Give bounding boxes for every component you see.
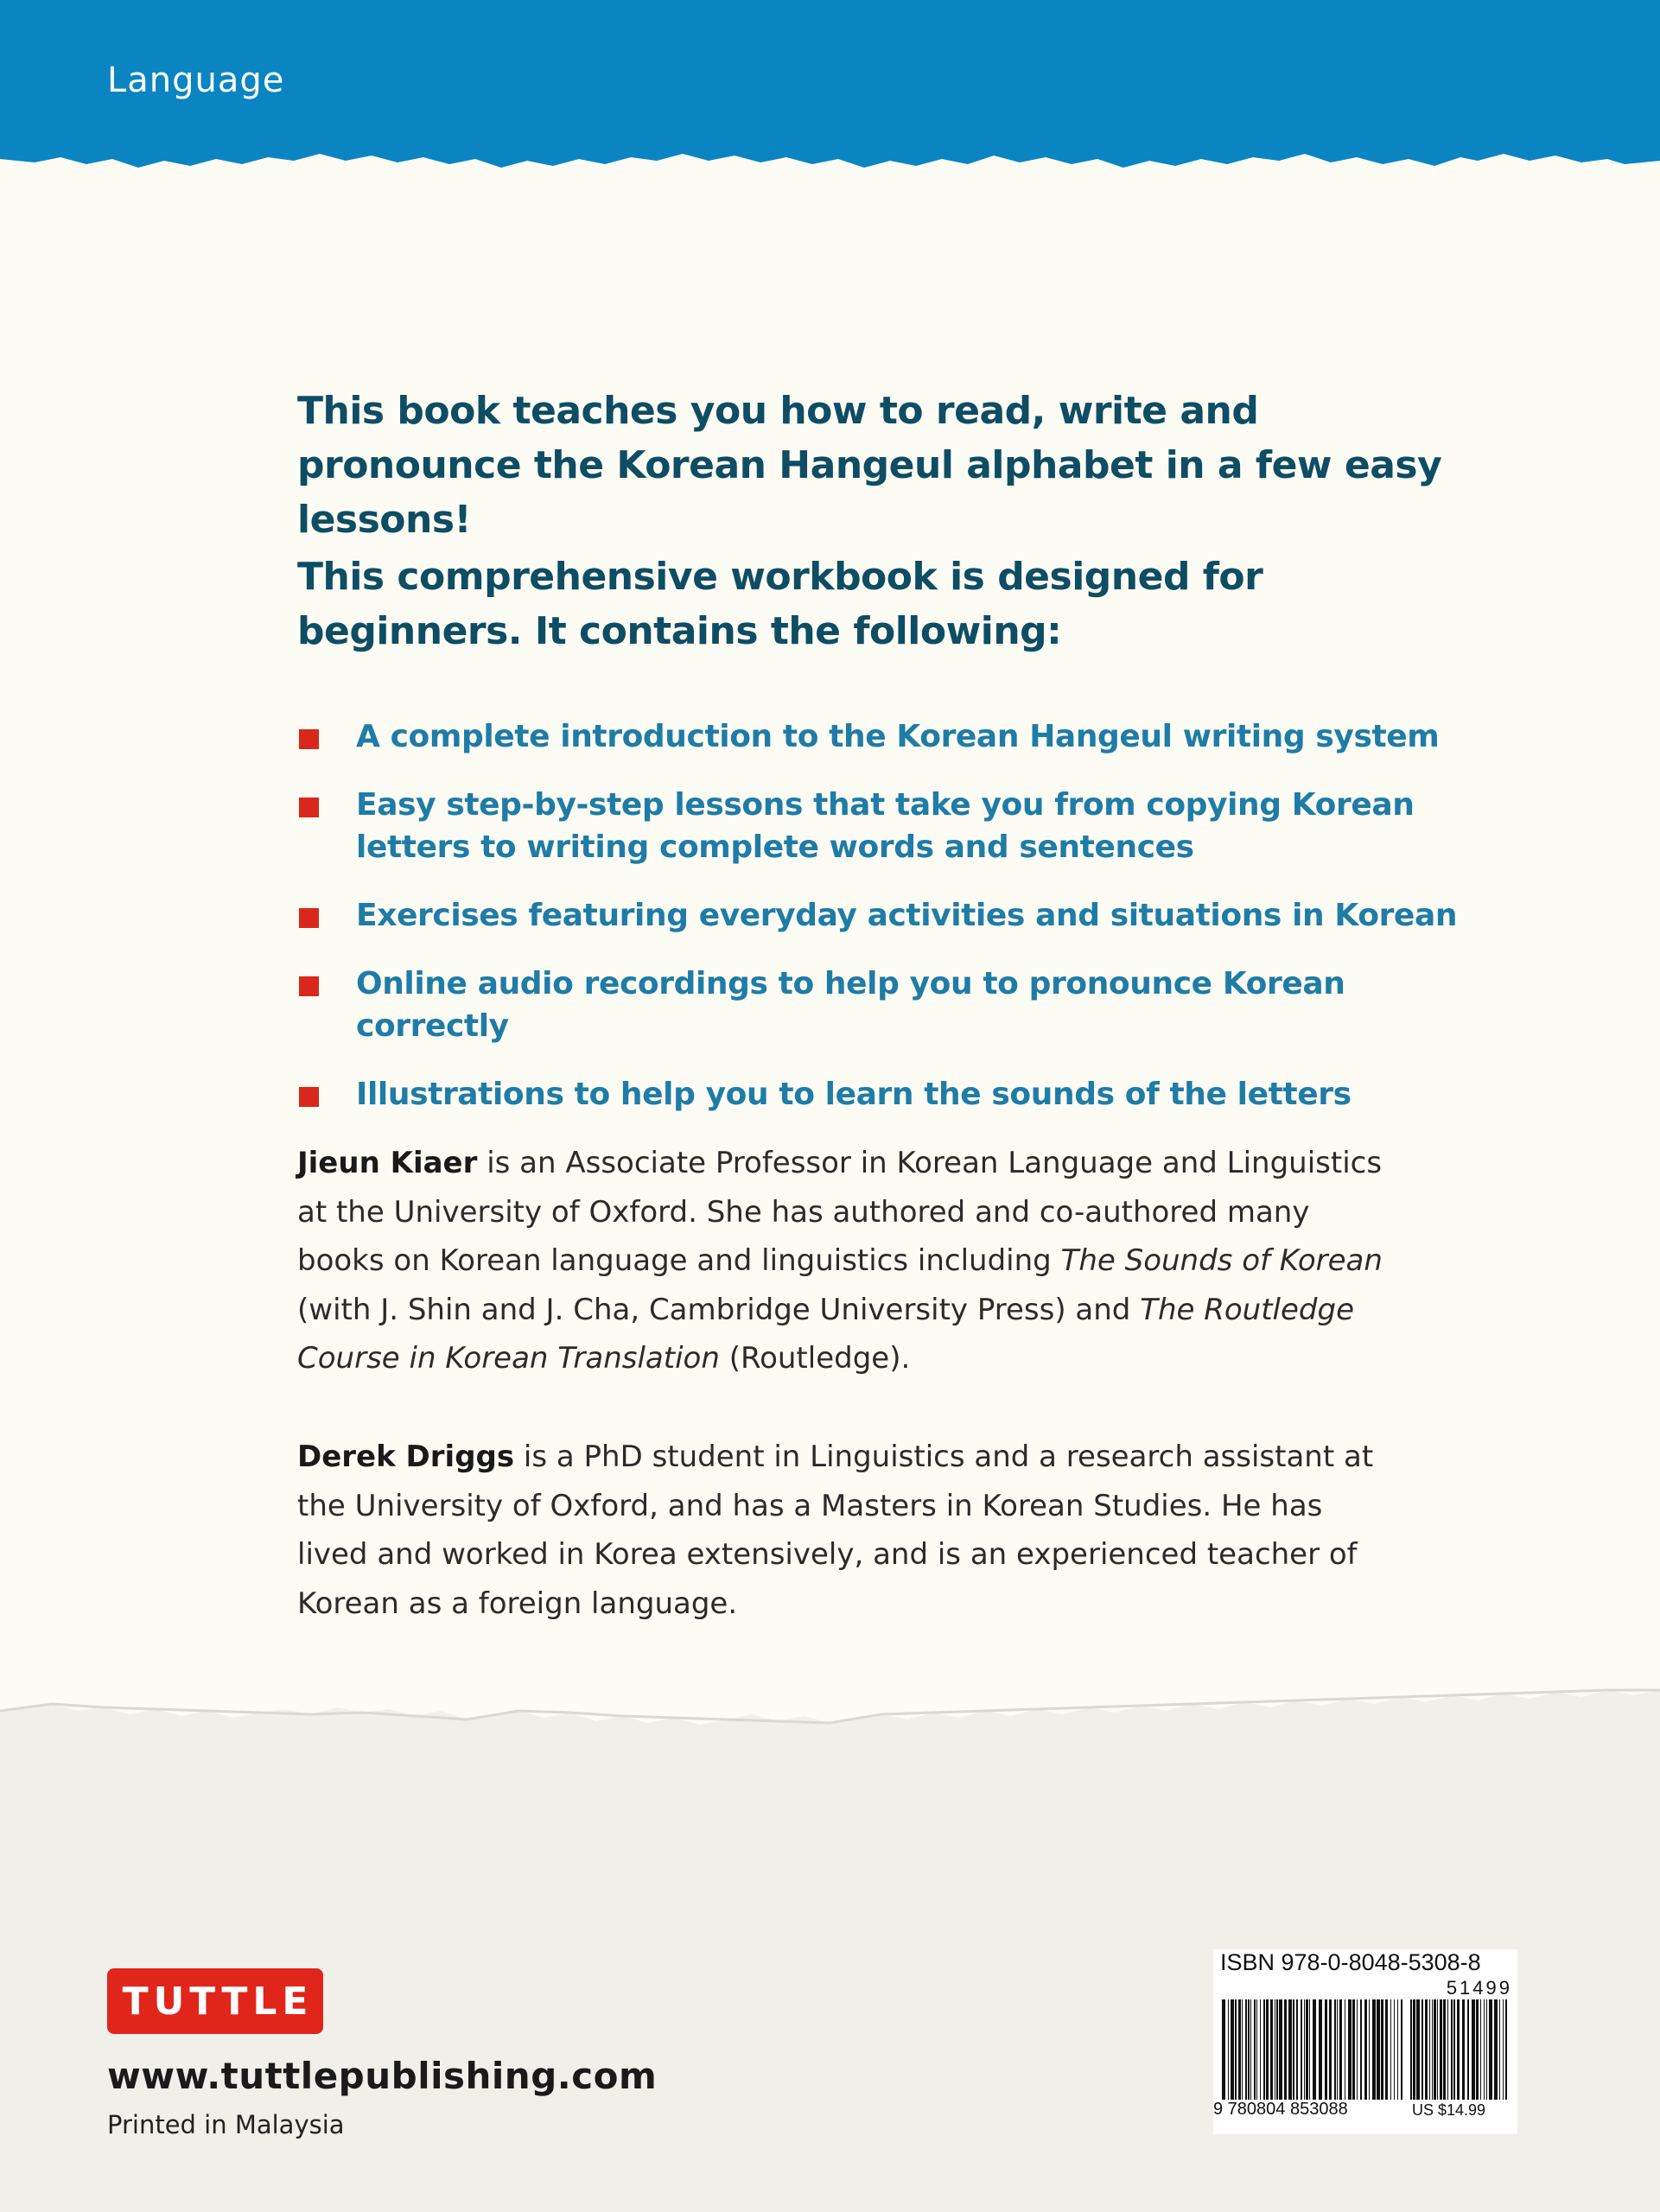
book-title: The Sounds of Korean <box>1060 1243 1383 1278</box>
list-item <box>297 1073 1507 1116</box>
barcode-bar <box>1503 1999 1504 2100</box>
barcode-bar <box>1457 1999 1460 2100</box>
red-square-bullet-icon <box>299 908 319 928</box>
barcode-bar <box>1385 1999 1388 2100</box>
barcode-bar <box>1377 1999 1380 2100</box>
category-label: Language <box>107 60 285 100</box>
barcode-bar <box>1467 1999 1469 2100</box>
barcode-bar <box>1432 1999 1433 2100</box>
barcode-bar <box>1360 1999 1362 2100</box>
barcode-bar <box>1484 1999 1485 2100</box>
barcode-bar <box>1447 1999 1448 2100</box>
barcode-bar <box>1222 1999 1225 2100</box>
barcode-bar <box>1337 1999 1338 2100</box>
barcode-bar <box>1245 1999 1247 2100</box>
tuttle-logo: TUTTLE <box>107 1968 323 2034</box>
barcode-bar <box>1248 1999 1250 2100</box>
barcode-bar <box>1238 1999 1241 2100</box>
author-name: Derek Driggs <box>297 1440 515 1474</box>
feature-list <box>297 715 1507 1141</box>
barcode-bar <box>1357 1999 1358 2100</box>
feature-text: Easy step-by-step lessons that take you from copying Korean letters to writing complete words and sentences <box>356 787 1415 865</box>
barcode-bar <box>1416 1999 1420 2100</box>
barcode-bar <box>1228 1999 1229 2100</box>
barcode-bar <box>1369 1999 1370 2100</box>
barcode-bar <box>1413 1999 1415 2100</box>
barcode-bar <box>1480 1999 1481 2100</box>
barcode-bar <box>1472 1999 1475 2100</box>
price-label: US $14.99 <box>1412 2101 1486 2119</box>
barcode-bar <box>1364 1999 1367 2100</box>
barcode-bar <box>1276 1999 1278 2100</box>
bio-text: is a PhD student in Linguistics and a research assistant at the University of Oxford, and has a Masters in Korean Studies. He has lived and worked in Korea extensively, and is an experienced teacher of Korean as a foreign language. <box>297 1440 1374 1621</box>
book-title: The Routledge Course in Korean Translation <box>297 1292 1354 1376</box>
barcode-bar <box>1440 1999 1442 2100</box>
barcode-bar <box>1425 1999 1428 2100</box>
barcode-bar <box>1266 1999 1269 2100</box>
author-bio-kiaer <box>297 1139 1386 1383</box>
barcode-bar <box>1505 1999 1507 2100</box>
publisher-url[interactable]: www.tuttlepublishing.com <box>107 2055 658 2097</box>
feature-text: Exercises featuring everyday activities and situations in Korean <box>356 898 1458 933</box>
barcode-bar <box>1462 1999 1465 2100</box>
headline-primary: This book teaches you how to read, write and pronounce the Korean Hangeul alphabet in a few easy lessons! <box>297 389 1442 542</box>
barcode-bar <box>1288 1999 1292 2100</box>
barcode-bar <box>1434 1999 1436 2100</box>
barcode-bar <box>1352 1999 1355 2100</box>
barcode-bar <box>1301 1999 1302 2100</box>
barcode-bar <box>1397 1999 1398 2100</box>
barcode-bar <box>1334 1999 1336 2100</box>
barcode-bar <box>1489 1999 1492 2100</box>
barcode-bar <box>1394 1999 1395 2100</box>
barcode-bar <box>1309 1999 1310 2100</box>
list-item <box>297 784 1507 868</box>
barcode-bar <box>1453 1999 1455 2100</box>
barcode-bar <box>1313 1999 1316 2100</box>
barcode-addon-bars <box>1410 1999 1509 2100</box>
bio-text: (with J. Shin and J. Cha, Cambridge University Press) and <box>297 1292 1141 1327</box>
barcode-digits: 9 780804 853088 <box>1213 2100 1348 2119</box>
barcode-bar <box>1254 1999 1256 2100</box>
barcode-bar <box>1476 1999 1479 2100</box>
barcode-bar <box>1231 1999 1234 2100</box>
bio-text: (Routledge). <box>719 1341 911 1376</box>
barcode-bar <box>1390 1999 1391 2100</box>
barcode-bar <box>1325 1999 1327 2100</box>
barcode-bar <box>1329 1999 1332 2100</box>
red-square-bullet-icon <box>299 1087 319 1107</box>
list-item <box>297 894 1507 937</box>
barcode-bar <box>1319 1999 1322 2100</box>
isbn-barcode <box>1213 1949 1517 2134</box>
barcode-bar <box>1437 1999 1438 2100</box>
feature-text: Online audio recordings to help you to pronounce Korean correctly <box>356 966 1345 1044</box>
author-bio-driggs <box>297 1433 1386 1628</box>
barcode-bar <box>1306 1999 1308 2100</box>
barcode-bar <box>1372 1999 1376 2100</box>
barcode-bar <box>1381 1999 1383 2100</box>
barcode-bar <box>1486 1999 1487 2100</box>
barcode-bar <box>1235 1999 1237 2100</box>
headline-secondary: This comprehensive workbook is designed for beginners. It contains the following: <box>297 555 1263 653</box>
red-square-bullet-icon <box>299 729 319 749</box>
feature-text: Illustrations to help you to learn the sounds of the letters <box>356 1077 1352 1112</box>
list-item <box>297 715 1507 758</box>
barcode-bar <box>1451 1999 1453 2100</box>
barcode-bar <box>1279 1999 1282 2100</box>
feature-text: A complete introduction to the Korean Hangeul writing system <box>356 719 1440 754</box>
author-name: Jieun Kiaer <box>297 1146 478 1180</box>
barcode-bar <box>1410 1999 1412 2100</box>
barcode-bar <box>1256 1999 1257 2100</box>
list-item <box>297 963 1507 1047</box>
bio-text: is an Associate Professor in Korean Language and Linguistics at the University of Oxford. She has authored and co-authored many books on Korean language and linguistics including <box>297 1146 1383 1278</box>
red-square-bullet-icon <box>299 798 319 817</box>
barcode-bar <box>1263 1999 1265 2100</box>
barcode-bar <box>1296 1999 1298 2100</box>
barcode-bar <box>1270 1999 1273 2100</box>
red-square-bullet-icon <box>299 976 319 996</box>
barcode-bar <box>1293 1999 1294 2100</box>
isbn-text: ISBN 978-0-8048-5308-8 <box>1220 1949 1481 1975</box>
barcode-bar <box>1499 1999 1500 2100</box>
printed-in: Printed in Malaysia <box>107 2110 345 2139</box>
barcode-bars <box>1222 1999 1405 2100</box>
barcode-bar <box>1339 1999 1342 2100</box>
barcode-bar <box>1429 1999 1430 2100</box>
barcode-bar <box>1421 1999 1423 2100</box>
barcode-bar <box>1242 1999 1243 2100</box>
barcode-bar <box>1304 1999 1305 2100</box>
barcode-bar <box>1494 1999 1498 2100</box>
barcode-bar <box>1260 1999 1261 2100</box>
barcode-bar <box>1443 1999 1446 2100</box>
barcode-bar <box>1348 1999 1352 2100</box>
barcode-bar <box>1401 1999 1402 2100</box>
price-code: 51499 <box>1446 1977 1512 1999</box>
barcode-bar <box>1250 1999 1251 2100</box>
barcode-bar <box>1284 1999 1287 2100</box>
